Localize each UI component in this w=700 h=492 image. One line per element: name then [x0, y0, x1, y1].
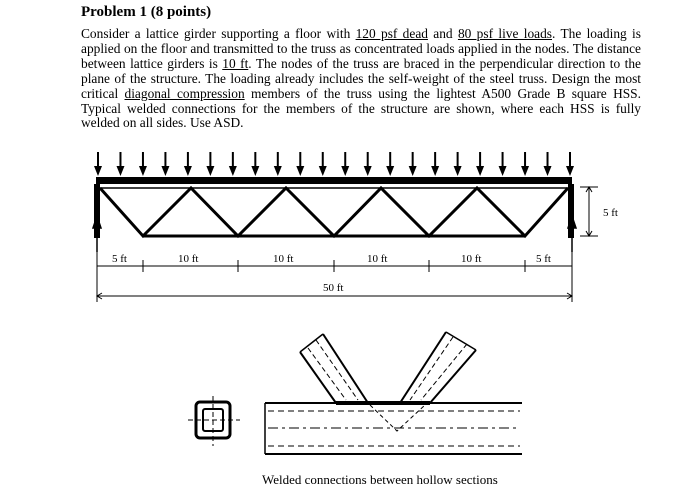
span-label-4: 10 ft — [367, 253, 388, 265]
text-segment: Consider a lattice girder supporting a floor with — [81, 26, 356, 41]
right-end-post — [568, 184, 574, 238]
load-arrow — [521, 152, 529, 176]
load-arrow — [386, 152, 394, 176]
load-arrow — [454, 152, 462, 176]
underlined-term: 120 psf dead — [355, 26, 428, 41]
text-segment: and — [427, 26, 458, 41]
load-arrow — [544, 152, 552, 176]
load-arrow — [116, 152, 124, 176]
load-arrow — [364, 152, 372, 176]
span-label-2: 10 ft — [178, 253, 199, 265]
top-chord — [96, 177, 572, 184]
load-arrow — [229, 152, 237, 176]
height-label: 5 ft — [603, 207, 618, 219]
text-segment: . The nodes of the truss are braced in the perpendicular direction to the plane of the structure. The loading already includes the self-weight of the steel truss. Design the most critical — [81, 55, 641, 101]
underlined-term: diagonal compression — [124, 85, 245, 101]
load-arrow — [139, 152, 147, 176]
load-arrow — [251, 152, 259, 176]
load-arrows — [94, 152, 574, 176]
underlined-term: 80 psf live loads — [457, 26, 553, 41]
load-arrow — [499, 152, 507, 176]
load-arrow — [476, 152, 484, 176]
span-dimension — [97, 252, 572, 302]
span-label-1: 5 ft — [112, 253, 127, 265]
load-arrow — [184, 152, 192, 176]
load-arrow — [161, 152, 169, 176]
connection-chord — [265, 403, 522, 454]
load-arrow — [566, 152, 574, 176]
load-arrow — [274, 152, 282, 176]
load-arrow — [296, 152, 304, 176]
load-arrow — [206, 152, 214, 176]
text-segment: . The loading is applied on the floor and transmitted to the truss as concentrated loads applied in the nodes. The distance between lattice girders is — [81, 26, 641, 71]
height-dimension — [580, 187, 598, 236]
connection-branches — [300, 332, 476, 431]
underlined-term: 10 ft — [222, 55, 249, 71]
connection-caption: Welded connections between hollow sections — [262, 472, 498, 487]
load-arrow — [94, 152, 102, 176]
load-arrow — [319, 152, 327, 176]
span-label-3: 10 ft — [273, 253, 294, 265]
load-arrow — [341, 152, 349, 176]
load-arrow — [409, 152, 417, 176]
load-arrow — [431, 152, 439, 176]
hss-section-icon — [188, 396, 240, 446]
span-label-5: 10 ft — [461, 253, 482, 265]
text-segment: members of the truss using the lightest A500 Grade B square HSS. Typical welded connections for the members of the structure are shown, where each HSS is fully welded on all sides. Use ASD. — [81, 85, 641, 131]
total-span-label: 50 ft — [323, 282, 344, 294]
span-label-6: 5 ft — [536, 253, 551, 265]
problem-title: Problem 1 (8 points) — [81, 4, 212, 20]
truss-diagonals — [100, 188, 568, 236]
